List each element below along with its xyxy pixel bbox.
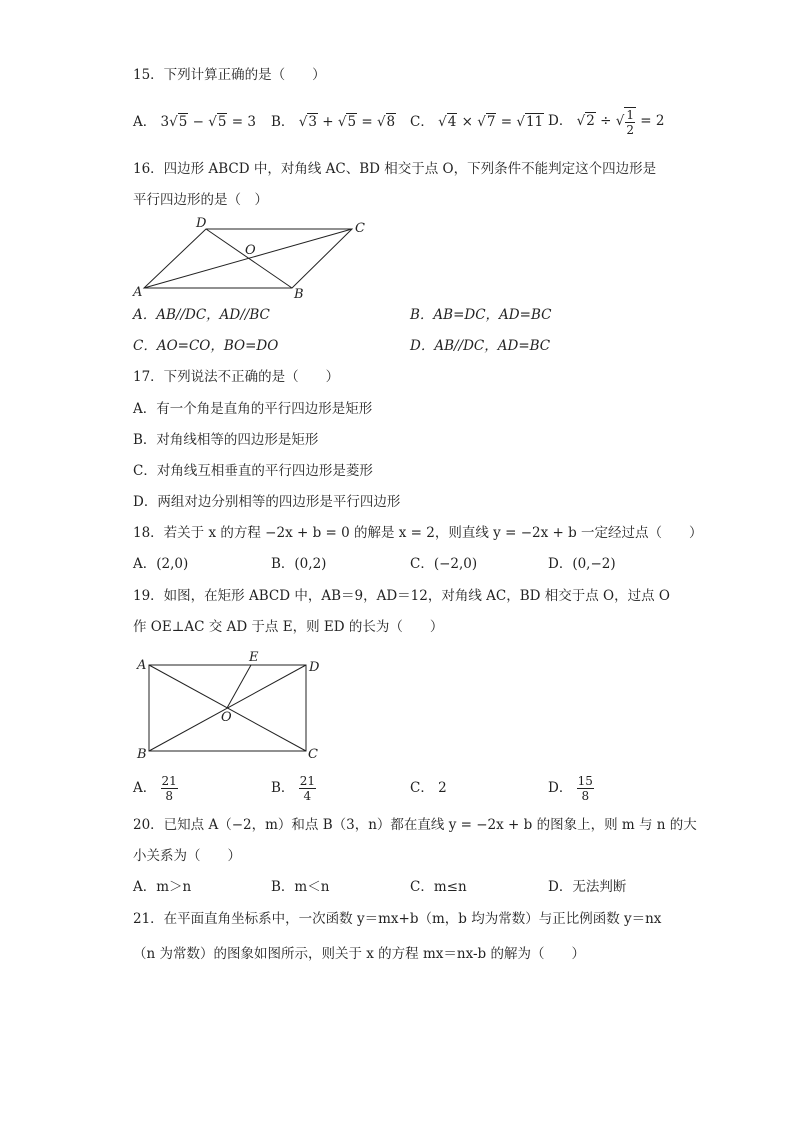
q15-option-d[interactable] — [548, 106, 664, 137]
label-a: A — [133, 285, 143, 300]
label-o: O — [221, 710, 232, 725]
q16-parallelogram-figure — [130, 212, 380, 304]
q18-option-c[interactable]: C．(−2,0) — [410, 556, 478, 572]
q17-option-d[interactable]: D．两组对边分别相等的四边形是平行四边形 — [133, 494, 401, 510]
label-d: D — [309, 660, 320, 675]
q17-option-b[interactable]: B．对角线相等的四边形是矩形 — [133, 432, 319, 448]
label-e: E — [249, 650, 259, 665]
q16-option-b[interactable]: B．AB=DC，AD=BC — [410, 307, 552, 323]
q16-option-c[interactable]: C．AO=CO，BO=DO — [133, 338, 279, 354]
q19-b-label: B． — [271, 780, 295, 796]
diagonal-bd — [206, 229, 292, 288]
q16-option-a[interactable]: A．AB//DC，AD//BC — [133, 307, 270, 323]
q16-option-d[interactable]: D．AB//DC，AD=BC — [410, 338, 551, 354]
q15-option-a[interactable] — [133, 113, 256, 131]
q15-stem: 15．下列计算正确的是（ ） — [133, 67, 326, 83]
q19-rectangle-figure — [130, 648, 330, 763]
q16-stem-line1: 16．四边形 ABCD 中，对角线 AC、BD 相交于点 O，下列条件不能判定这个四边形是 — [133, 161, 657, 177]
q18-option-a[interactable]: A．(2,0) — [133, 556, 189, 572]
q18-option-d[interactable]: D．(0,−2) — [548, 556, 616, 572]
q19-stem-line1: 19．如图，在矩形 ABCD 中，AB＝9，AD＝12，对角线 AC，BD 相交于点 O，过点 O — [133, 588, 670, 604]
q19-option-a[interactable] — [133, 772, 178, 804]
q15-d-label: D． — [548, 113, 573, 129]
q19-c-value: 2 — [438, 780, 447, 796]
q15-c-expr: √4 × √7 = √11 — [438, 114, 544, 130]
q18-stem: 18．若关于 x 的方程 −2x + b = 0 的解是 x = 2，则直线 y = −2x + b 一定经过点（ ） — [133, 525, 703, 541]
q19-d-fraction: $\frac{15}{8}$ — [577, 774, 593, 803]
q18-option-b[interactable]: B．(0,2) — [271, 556, 327, 572]
q21-stem-line2: （n 为常数）的图象如图所示，则关于 x 的方程 mx＝nx-b 的解为（ ） — [133, 946, 585, 962]
q19-a-label: A． — [133, 780, 157, 796]
q16-stem-line2: 平行四边形的是（ ） — [133, 192, 268, 208]
q20-option-d[interactable]: D．无法判断 — [548, 879, 627, 895]
q15-option-c[interactable] — [410, 113, 544, 131]
q19-option-c[interactable] — [410, 779, 447, 797]
q17-stem: 17．下列说法不正确的是（ ） — [133, 369, 340, 385]
q17-option-c[interactable]: C．对角线互相垂直的平行四边形是菱形 — [133, 463, 373, 479]
q20-stem-line2: 小关系为（ ） — [133, 848, 241, 864]
label-b: B — [294, 287, 304, 302]
q19-a-fraction: $\frac{21}{8}$ — [161, 774, 177, 803]
label-c: C — [308, 747, 318, 762]
q15-c-label: C． — [410, 114, 434, 130]
q20-option-b[interactable]: B．m＜n — [271, 879, 330, 895]
q19-option-b[interactable] — [271, 772, 316, 804]
q15-a-expr: 3√5 − √5 = 3 — [160, 114, 256, 130]
q21-stem-line1: 21．在平面直角坐标系中，一次函数 y＝mx+b（m，b 均为常数）与正比例函数 y＝nx — [133, 911, 662, 927]
q17-option-a[interactable]: A．有一个角是直角的平行四边形是矩形 — [133, 401, 373, 417]
label-a: A — [137, 658, 147, 673]
label-o: O — [245, 243, 256, 258]
q20-option-c[interactable]: C．m≤n — [410, 879, 467, 895]
q15-b-expr: √3 + √5 = √8 — [298, 114, 396, 130]
label-d: D — [196, 216, 207, 231]
q20-option-a[interactable]: A．m＞n — [133, 879, 192, 895]
q19-d-label: D． — [548, 780, 573, 796]
q20-stem-line1: 20．已知点 A（−2，m）和点 B（3，n）都在直线 y = −2x + b 的图象上，则 m 与 n 的大 — [133, 817, 697, 833]
q15-d-expr: √2 ÷ √ $\frac{1}{2}$ = 2 — [576, 107, 665, 137]
q19-b-fraction: $\frac{21}{4}$ — [299, 774, 315, 803]
q19-stem-line2: 作 OE⊥AC 交 AD 于点 E，则 ED 的长为（ ） — [133, 619, 444, 635]
q19-option-d[interactable] — [548, 772, 594, 804]
label-c: C — [355, 221, 365, 236]
q15-b-label: B． — [271, 114, 295, 130]
q19-c-label: C． — [410, 780, 434, 796]
label-b: B — [137, 747, 147, 762]
q15-option-b[interactable] — [271, 113, 396, 131]
q15-a-label: A． — [133, 114, 157, 130]
